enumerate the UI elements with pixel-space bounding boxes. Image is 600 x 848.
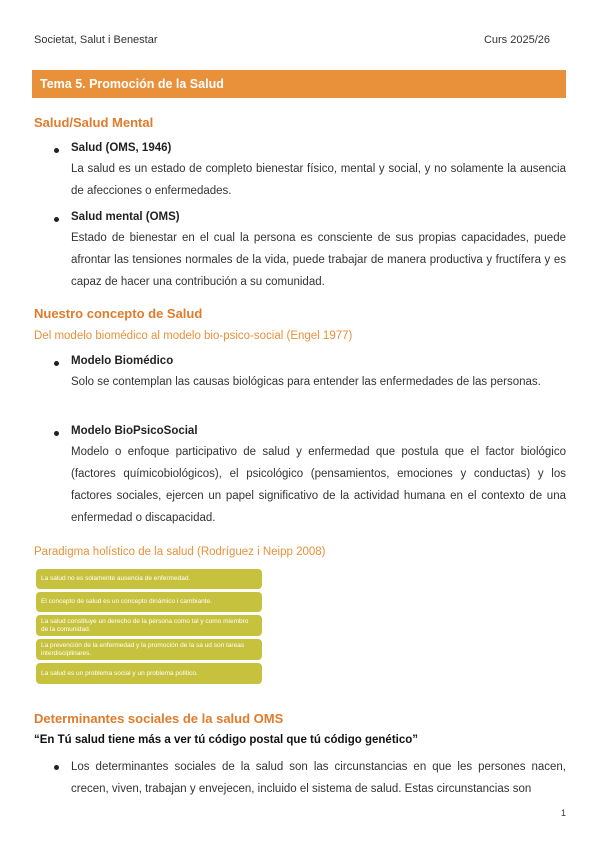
section-subtitle-modelo: Del modelo biomédico al modelo bio-psico-social (Engel 1977) [34, 330, 353, 342]
term-modelo-biomedico: Modelo Biomédico [71, 355, 174, 367]
paradigm-box: El concepto de salud es un concepto dinámico i cambiante. [36, 592, 262, 612]
paragraph-modelo-biomedico: Solo se contemplan las causas biológicas para entender las enfermedades de las personas. [71, 376, 541, 388]
paradigm-box: La prevención de la enfermedad y la promoción de la sa ud son tareas interdisciplinares. [36, 639, 262, 660]
paragraph-determinantes: Los determinantes sociales de la salud son las circunstancias en que les persones nacen, crecen, viven, trabajan y envejecen, incluido el sistema de salud. Estas circunstancias son [71, 761, 566, 795]
paragraph-modelo-biopsicosocial: Modelo o enfoque participativo de salud y enfermedad que postula que el factor biológico (factores químicobiológicos), el psicológico (pensamientos, emociones y conductas) y los factores sociales, ejercen un papel significativo de la actividad humana en el contexto de una enfermedad o discapacidad. [71, 446, 566, 524]
paragraph-salud-oms: La salud es un estado de completo bienestar físico, mental y social, y no solamente la ausencia de afecciones o enfermedades. [71, 163, 566, 197]
bullet-dot [54, 765, 59, 770]
paragraph-salud-mental: Estado de bienestar en el cual la persona es consciente de sus propias capacidades, puede afrontar las tensiones normales de la vida, puede trabajar de manera productiva y fructífera y es capaz de hacer una contribución a su comunidad. [71, 232, 566, 288]
paradigm-box: La salud constituye un derecho de la persona como tal y como miembro de la comunidad. [36, 615, 262, 636]
paradigm-title: Paradigma holístico de la salud (Rodríguez i Neipp 2008) [34, 546, 326, 558]
term-modelo-biopsicosocial: Modelo BioPsicoSocial [71, 425, 198, 437]
header-right: Curs 2025/26 [483, 34, 550, 46]
section-title-salud: Salud/Salud Mental [34, 115, 154, 130]
paradigm-box: La salud no es solamente ausencia de enfermedad. [36, 569, 262, 589]
bullet-dot [54, 361, 59, 366]
paradigm-box: La salud es un problema social y un problema político. [36, 663, 262, 684]
topic-banner: Tema 5. Promoción de la Salud [32, 70, 566, 98]
bullet-dot [54, 217, 59, 222]
section-title-determinantes: Determinantes sociales de la salud OMS [34, 711, 284, 726]
page-number: 1 [560, 808, 566, 818]
section-title-concepto: Nuestro concepto de Salud [34, 306, 203, 321]
quote-codigo-postal: “En Tú salud tiene más a ver tú código postal que tú código genético” [34, 734, 419, 746]
term-salud-mental: Salud mental (OMS) [71, 211, 180, 223]
term-salud-oms: Salud (OMS, 1946) [71, 142, 172, 154]
bullet-dot [54, 431, 59, 436]
bullet-dot [54, 148, 59, 153]
header-left: Societat, Salut i Benestar [34, 34, 158, 46]
